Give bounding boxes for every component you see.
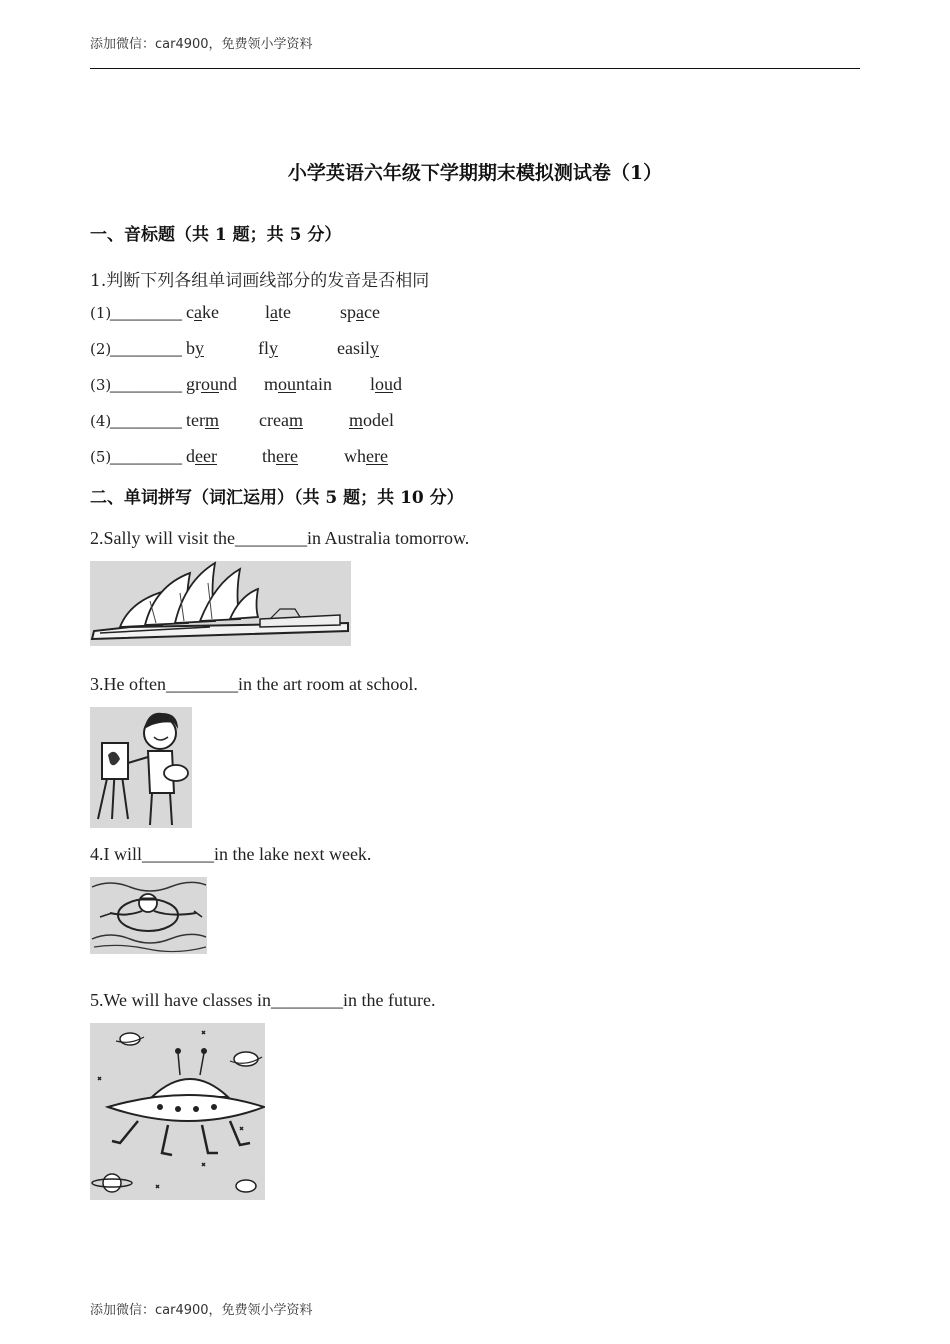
answer-blank[interactable]: ________ — [110, 338, 182, 358]
header-divider — [90, 68, 860, 69]
word: cream — [259, 410, 303, 430]
word: space — [340, 302, 380, 322]
painter-icon — [90, 707, 192, 828]
item-number: (4) — [90, 412, 112, 430]
opera-house-icon — [90, 561, 351, 646]
page-title: 小学英语六年级下学期期末模拟测试卷（1） — [287, 162, 663, 184]
word: ground — [186, 374, 237, 394]
spaceship-icon — [90, 1023, 265, 1200]
word: where — [344, 446, 388, 466]
word: late — [265, 302, 292, 322]
word: term — [186, 410, 219, 430]
answer-blank[interactable]: ________ — [110, 410, 182, 430]
item-number: (1) — [90, 304, 112, 322]
word: loud — [370, 374, 403, 394]
section-2-heading: 二、单词拼写（词汇运用）（共 5 题；共 10 分） — [90, 488, 464, 508]
footer-note: 添加微信：car4900，免费领小学资料 — [90, 1303, 313, 1318]
item-number: (2) — [90, 340, 112, 358]
item-number: (3) — [90, 376, 112, 394]
word: deer — [186, 446, 217, 466]
swimmer-icon — [90, 877, 207, 954]
question-1: 1.判断下列各组单词画线部分的发音是否相同 — [90, 271, 430, 291]
question-5: 5.We will have classes in________in the future. — [90, 990, 436, 1010]
header-note: 添加微信：car4900，免费领小学资料 — [90, 37, 313, 52]
question-3: 3.He often________in the art room at school. — [90, 674, 418, 694]
section-1-heading: 一、音标题（共 1 题；共 5 分） — [90, 225, 342, 245]
question-4: 4.I will________in the lake next week. — [90, 844, 372, 864]
answer-blank[interactable]: ________ — [110, 302, 182, 322]
word: there — [262, 446, 298, 466]
question-2: 2.Sally will visit the________in Australia tomorrow. — [90, 528, 470, 548]
word: by — [186, 338, 204, 358]
word: cake — [186, 302, 219, 322]
answer-blank[interactable]: ________ — [110, 446, 182, 466]
answer-blank[interactable]: ________ — [110, 374, 182, 394]
word: model — [349, 410, 395, 430]
item-number: (5) — [90, 448, 112, 466]
word: mountain — [264, 374, 333, 394]
word: fly — [258, 338, 278, 358]
word: easily — [337, 338, 379, 358]
